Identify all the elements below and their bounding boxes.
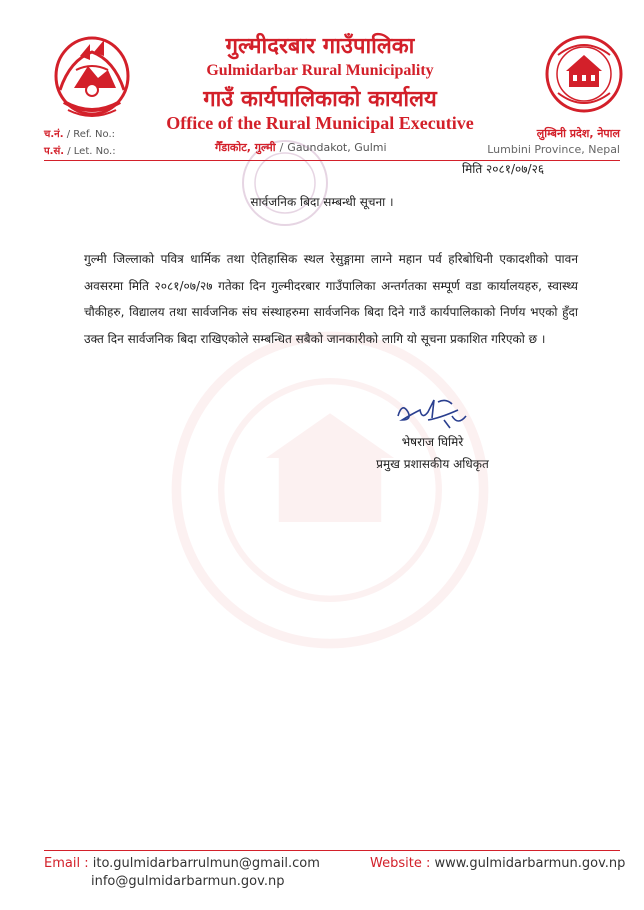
municipality-watermark-icon bbox=[170, 330, 490, 650]
letter-number bbox=[44, 143, 116, 157]
footer-divider bbox=[44, 850, 620, 851]
letter-subject: सार्वजनिक बिदा सम्बन्धी सूचना । bbox=[250, 195, 394, 209]
address-separator: / bbox=[279, 141, 284, 154]
province-np: लुम्बिनी प्रदेश, नेपाल bbox=[536, 127, 620, 140]
signature-icon bbox=[388, 390, 472, 432]
signatory-title: प्रमुख प्रशासकीय अधिकृत bbox=[376, 457, 489, 471]
municipality-name-en: Gulmidarbar Rural Municipality bbox=[206, 62, 434, 79]
website-label: Website : bbox=[370, 856, 431, 871]
footer-email-2 bbox=[91, 874, 284, 889]
footer-email-1 bbox=[44, 856, 320, 871]
ref-label-en: / Ref. No.: bbox=[66, 129, 116, 140]
email-link-1[interactable]: ito.gulmidarbarrulmun@gmail.com bbox=[92, 856, 320, 871]
nepal-emblem-icon bbox=[50, 30, 134, 120]
address-en: Gaundakot, Gulmi bbox=[287, 141, 387, 154]
email-link-2[interactable]: info@gulmidarbarmun.gov.np bbox=[91, 874, 285, 889]
footer-website bbox=[370, 856, 625, 871]
municipality-name-np: गुल्मीदरबार गाउँपालिका bbox=[225, 34, 415, 59]
email-label: Email : bbox=[44, 856, 89, 871]
letter-label-np: प.सं. bbox=[44, 146, 65, 157]
office-address bbox=[215, 140, 455, 155]
municipality-seal-icon bbox=[544, 33, 624, 115]
province-en: Lumbini Province, Nepal bbox=[487, 143, 620, 156]
letter-date: मिति २०८१/०७/२६ bbox=[462, 162, 545, 176]
ref-number bbox=[44, 126, 115, 140]
website-link[interactable]: www.gulmidarbarmun.gov.np bbox=[434, 856, 626, 871]
letter-body: गुल्मी जिल्लाको पवित्र धार्मिक तथा ऐतिहासिक स्थल रेसुङ्गामा लाग्ने महान पर्व हरिबोधिनी एकादशीको पावन अवसरमा मिति २०८१/०७/२७ गतेका दिन गुल्मीदरबार गाउँपालिका अन्तर्गतका सम्पूर्ण वडा कार्यालयहरु, स्वास्थ्य चौकीहरु, विद्यालय तथा सार्वजनिक संघ संस्थाहरुमा सार्वजनिक बिदा दिने गाउँ कार्यपालिकाको निर्णय भएको हुँदा उक्त दिन सार्वजनिक बिदा राखिएकोले सम्बन्धित सबैको जानकारीको लागि यो सूचना प्रकाशित गरिएको छ । bbox=[84, 252, 578, 346]
address-np: गैँडाकोट, गुल्मी bbox=[215, 141, 276, 154]
letter-label-en: / Let. No.: bbox=[67, 146, 116, 157]
ref-label-np: च.नं. bbox=[44, 129, 64, 140]
office-name-np: गाउँ कार्यपालिकाको कार्यालय bbox=[203, 87, 437, 112]
office-name-en: Office of the Rural Municipal Executive bbox=[166, 113, 474, 133]
signatory-name: भेषराज घिमिरे bbox=[401, 435, 464, 449]
